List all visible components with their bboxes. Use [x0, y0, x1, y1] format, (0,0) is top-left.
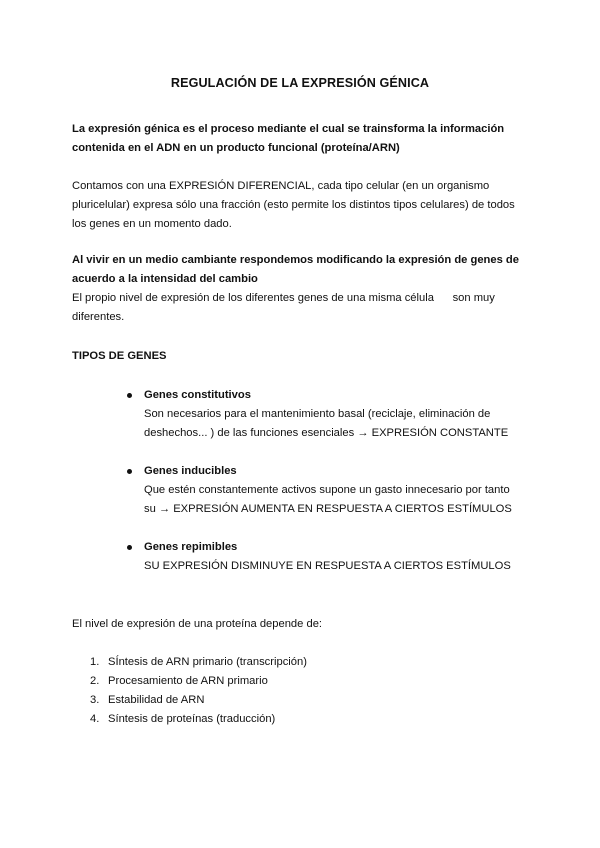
list-item — [128, 462, 528, 519]
step-text: SÍntesis de ARN primario (transcripción) — [108, 656, 307, 668]
gene-type-description: su → EXPRESIÓN AUMENTA EN RESPUESTA A CIERTOS ESTÍMULOS — [144, 503, 512, 515]
intro-line: contenida en el ADN en un producto funcional (proteína/ARN) — [72, 142, 400, 154]
gene-types-heading: TIPOS DE GENES — [72, 350, 167, 362]
list-item — [90, 710, 510, 729]
intro-line: La expresión génica es el proceso mediante el cual se trainsforma la información — [72, 123, 505, 135]
gene-type-description: deshechos... ) de las funciones esenciales → EXPRESIÓN CONSTANTE — [144, 427, 509, 439]
step-number: 2. — [90, 675, 100, 687]
differential-expression-paragraph — [72, 177, 530, 234]
gene-type-name: Genes repimibles — [144, 541, 238, 553]
gene-type-description: SU EXPRESIÓN DISMINUYE EN RESPUESTA A CIERTOS ESTÍMULOS — [144, 560, 511, 572]
gene-type-description: Que estén constantemente activos supone un gasto innecesario por tanto — [144, 484, 510, 496]
gene-type-name: Genes constitutivos — [144, 389, 251, 401]
gene-types-list — [128, 386, 528, 576]
list-item — [90, 672, 510, 691]
environment-section — [72, 251, 530, 327]
gene-type-description: Son necesarios para el mantenimiento basal (reciclaje, eliminación de — [144, 408, 491, 420]
step-number: 4. — [90, 713, 100, 725]
step-number: 3. — [90, 694, 100, 706]
environment-text-line: diferentes. — [72, 311, 125, 323]
protein-level-intro: El nivel de expresión de una proteína depende de: — [72, 618, 323, 630]
gene-type-name: Genes inducibles — [144, 465, 237, 477]
bullet-icon — [127, 393, 132, 398]
step-text: Procesamiento de ARN primario — [108, 675, 268, 687]
list-item — [128, 538, 528, 576]
bullet-icon — [127, 545, 132, 550]
list-item — [90, 691, 510, 710]
step-number: 1. — [90, 656, 100, 668]
list-item — [128, 386, 528, 443]
bullet-icon — [127, 469, 132, 474]
paragraph-line: Contamos con una EXPRESIÓN DIFERENCIAL, cada tipo celular (en un organismo — [72, 180, 490, 192]
step-text: Síntesis de proteínas (traducción) — [108, 713, 276, 725]
paragraph-line: pluricelular) expresa sólo una fracción (esto permite los distintos tipos celulares) de todos — [72, 199, 515, 211]
intro-definition — [72, 120, 530, 158]
environment-bold-line: acuerdo a la intensidad del cambio — [72, 273, 258, 285]
page-title: REGULACIÓN DE LA EXPRESIÓN GÉNICA — [170, 76, 430, 90]
environment-bold-line: Al vivir en un medio cambiante respondemos modificando la expresión de genes de — [72, 254, 519, 266]
paragraph-line: los genes en un momento dado. — [72, 218, 232, 230]
protein-level-steps — [90, 653, 510, 729]
environment-text-line: El propio nivel de expresión de los diferentes genes de una misma célula son muy — [72, 292, 495, 304]
list-item — [90, 653, 510, 672]
step-text: Estabilidad de ARN — [108, 694, 205, 706]
